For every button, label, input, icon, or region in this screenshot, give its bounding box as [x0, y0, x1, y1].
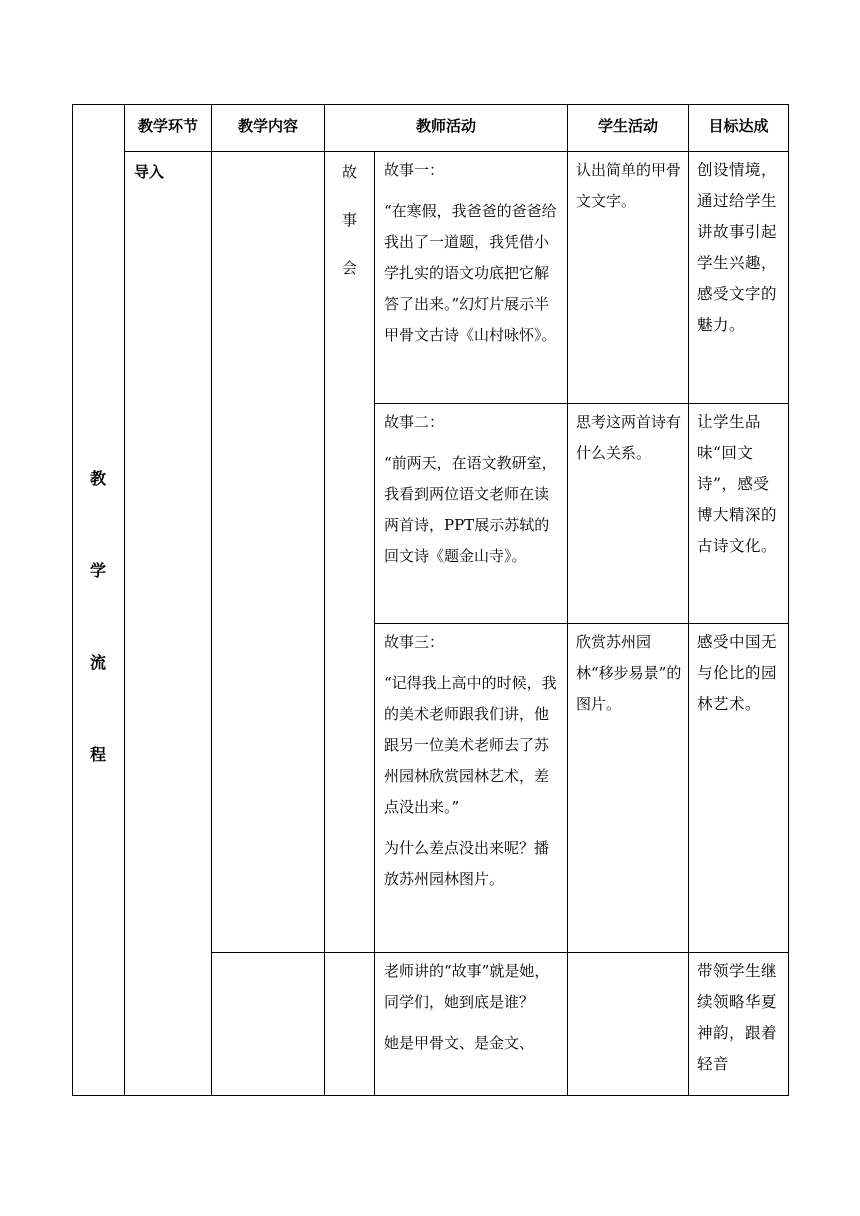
- goal-4: 带领学生继续领略华夏神韵，跟着轻音: [697, 962, 778, 1073]
- side-label: [72, 466, 124, 846]
- teacher-activity-story-1: [384, 155, 560, 351]
- teacher-activity-story-3: [384, 627, 560, 895]
- story-text: “记得我上高中的时候，我的美术老师跟我们讲，他跟另一位美术老师去了苏州园林欣赏园林艺术，差点没出来。”: [384, 674, 557, 816]
- table-border-bottom: [72, 1095, 789, 1096]
- goal-1: 创设情境，通过给学生讲故事引起学生兴趣，感受文字的魅力。: [697, 161, 778, 334]
- story-text: “前两天，在语文教研室，我看到两位语文老师在读两首诗，PPT展示苏轼的回文诗《题金山寺》。: [384, 454, 557, 565]
- header-student-activity: 学生活动: [597, 117, 658, 135]
- table-divider: [688, 104, 689, 1096]
- story-heading: 故事三：: [384, 633, 445, 651]
- goal-2: 让学生品味“回文诗”，感受博大精深的古诗文化。: [697, 413, 778, 555]
- student-activity-3: 欣赏苏州园林“移步易景”的图片。: [576, 633, 682, 713]
- story-question: 为什么差点没出来呢？播放苏州园林图片。: [384, 839, 550, 888]
- side-label-char: 程: [89, 745, 106, 764]
- table-divider: [567, 104, 568, 1096]
- story-label: [325, 160, 374, 304]
- teacher-text: 老师讲的“故事”就是她，同学们，她到底是谁？: [384, 962, 550, 1011]
- table-divider: [124, 151, 789, 152]
- stage-intro: 导入: [134, 163, 165, 181]
- table-divider: [124, 104, 125, 1096]
- teacher-text: 她是甲骨文、是金文、: [384, 1034, 535, 1052]
- student-activity-2: 思考这两首诗有什么关系。: [576, 413, 682, 462]
- table-divider: [374, 403, 789, 404]
- story-text: “在寒假，我爸爸的爸爸给我出了一道题，我凭借小学扎实的语文功底把它解答了出来。”幻灯片展示半甲骨文古诗《山村咏怀》。: [384, 202, 557, 344]
- story-heading: 故事一：: [384, 161, 445, 179]
- teacher-activity-story-2: [384, 407, 560, 572]
- table-border-top: [72, 104, 789, 105]
- table-border-right: [788, 104, 789, 1096]
- table-divider: [211, 104, 212, 1096]
- header-content: 教学内容: [237, 117, 298, 135]
- side-label-char: 流: [89, 653, 106, 672]
- table-divider: [374, 623, 789, 624]
- table-divider: [211, 952, 789, 953]
- header-teacher-activity: 教师活动: [415, 117, 476, 135]
- header-goal: 目标达成: [708, 117, 769, 135]
- side-label-char: 学: [89, 561, 106, 580]
- story-label-char: 事: [341, 211, 357, 229]
- story-heading: 故事二：: [384, 413, 445, 431]
- side-label-char: 教: [89, 469, 106, 488]
- goal-3: 感受中国无与伦比的园林艺术。: [697, 633, 778, 713]
- teacher-activity-4: [384, 956, 560, 1094]
- story-label-char: 故: [341, 163, 357, 181]
- story-label-char: 会: [341, 259, 357, 277]
- student-activity-1: 认出简单的甲骨文文字。: [576, 161, 682, 210]
- header-stage: 教学环节: [137, 117, 198, 135]
